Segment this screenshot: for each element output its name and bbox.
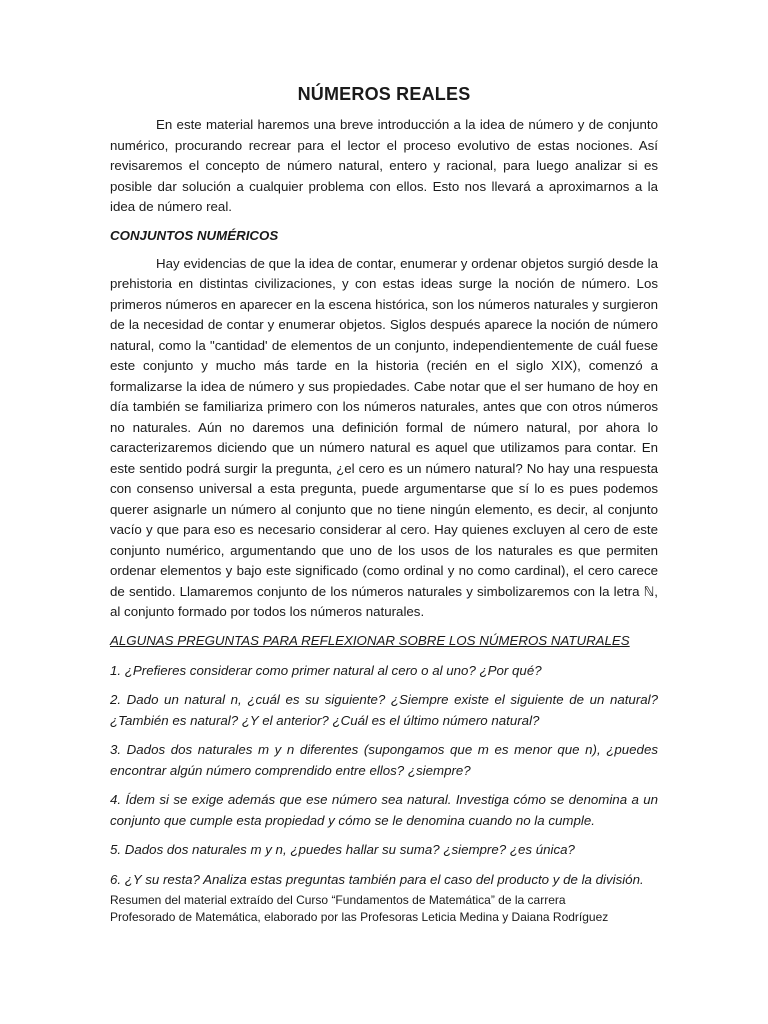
questions-list (110, 661, 658, 891)
footer-line-2: Profesorado de Matemática, elaborado por las Profesoras Leticia Medina y Daiana Rodríguez (110, 910, 609, 924)
section-paragraph: Hay evidencias de que la idea de contar, enumerar y ordenar objetos surgió desde la prehistoria en distintas civilizaciones, y con estas ideas surge la noción de número. Los primeros números en aparecer en la escena histórica, son los números naturales y surgieron de la necesidad de contar y enumerar objetos. Siglos después aparece la noción de número natural, como la "cantidad' de elementos de un conjunto, independientemente de cuál fuese este conjunto y mucho más tarde en la historia (recién en el siglo XIX), comenzó a formalizarse la idea de número y sus propiedades. Cabe notar que el ser humano de hoy en día también se familiariza primero con los números naturales, antes que con otros números no naturales. Aún no daremos una definición formal de número natural, por ahora lo caracterizaremos diciendo que un número natural es aquel que utilizamos para contar. En este sentido podrá surgir la pregunta, ¿el cero es un número natural? No hay una respuesta con consenso universal a esta pregunta, puede argumentarse que sí lo es pues podemos querer asignarle un número al conjunto que no tiene ningún elemento, es decir, al conjunto vacío y que para eso es necesario considerar al cero. Hay quienes excluyen al cero de este conjunto numérico, argumentando que uno de los usos de los naturales es que permiten ordenar elementos y bajo este significado (como ordinal y no como cardinal), el cero carece de sentido. Llamaremos conjunto de los números naturales y simbolizaremos con la letra ℕ, al conjunto formado por todos los números naturales. (110, 255, 658, 619)
footer-line-1: Resumen del material extraído del Curso “Fundamentos de Matemática” de la carrera (110, 893, 566, 907)
intro-paragraph: En este material haremos una breve introducción a la idea de número y de conjunto numérico, procurando recrear para el lector el proceso evolutivo de estas nociones. Así revisaremos el concepto de número natural, entero y racional, para luego analizar si es posible dar solución a cualquier problema con ellos. Esto nos llevará a aproximarnos a la idea de número real. (110, 117, 658, 214)
document-page (110, 84, 658, 926)
question-item: 1. ¿Prefieres considerar como primer natural al cero o al uno? ¿Por qué? (110, 662, 542, 678)
question-item: 6. ¿Y su resta? Analiza estas preguntas también para el caso del producto y de la división. (110, 871, 644, 887)
footer-note (110, 892, 658, 926)
question-item: 5. Dados dos naturales m y n, ¿puedes hallar su suma? ¿siempre? ¿es única? (110, 842, 575, 857)
question-item: 2. Dado un natural n, ¿cuál es su siguiente? ¿Siempre existe el siguiente de un natural? ¿También es natural? ¿Y el anterior? ¿Cuál es el último número natural? (110, 692, 658, 728)
questions-heading: ALGUNAS PREGUNTAS PARA REFLEXIONAR SOBRE LOS NÚMEROS NATURALES (110, 632, 630, 648)
question-item: 3. Dados dos naturales m y n diferentes (supongamos que m es menor que n), ¿puedes encontrar algún número comprendido entre ellos? ¿siempre? (110, 742, 658, 778)
document-title: NÚMEROS REALES (297, 84, 471, 104)
section-heading-conjuntos: CONJUNTOS NUMÉRICOS (110, 227, 279, 243)
question-item: 4. Ídem si se exige además que ese número sea natural. Investiga cómo se denomina a un conjunto que cumple esta propiedad y cómo se le denomina cuando no la cumple. (110, 792, 658, 828)
